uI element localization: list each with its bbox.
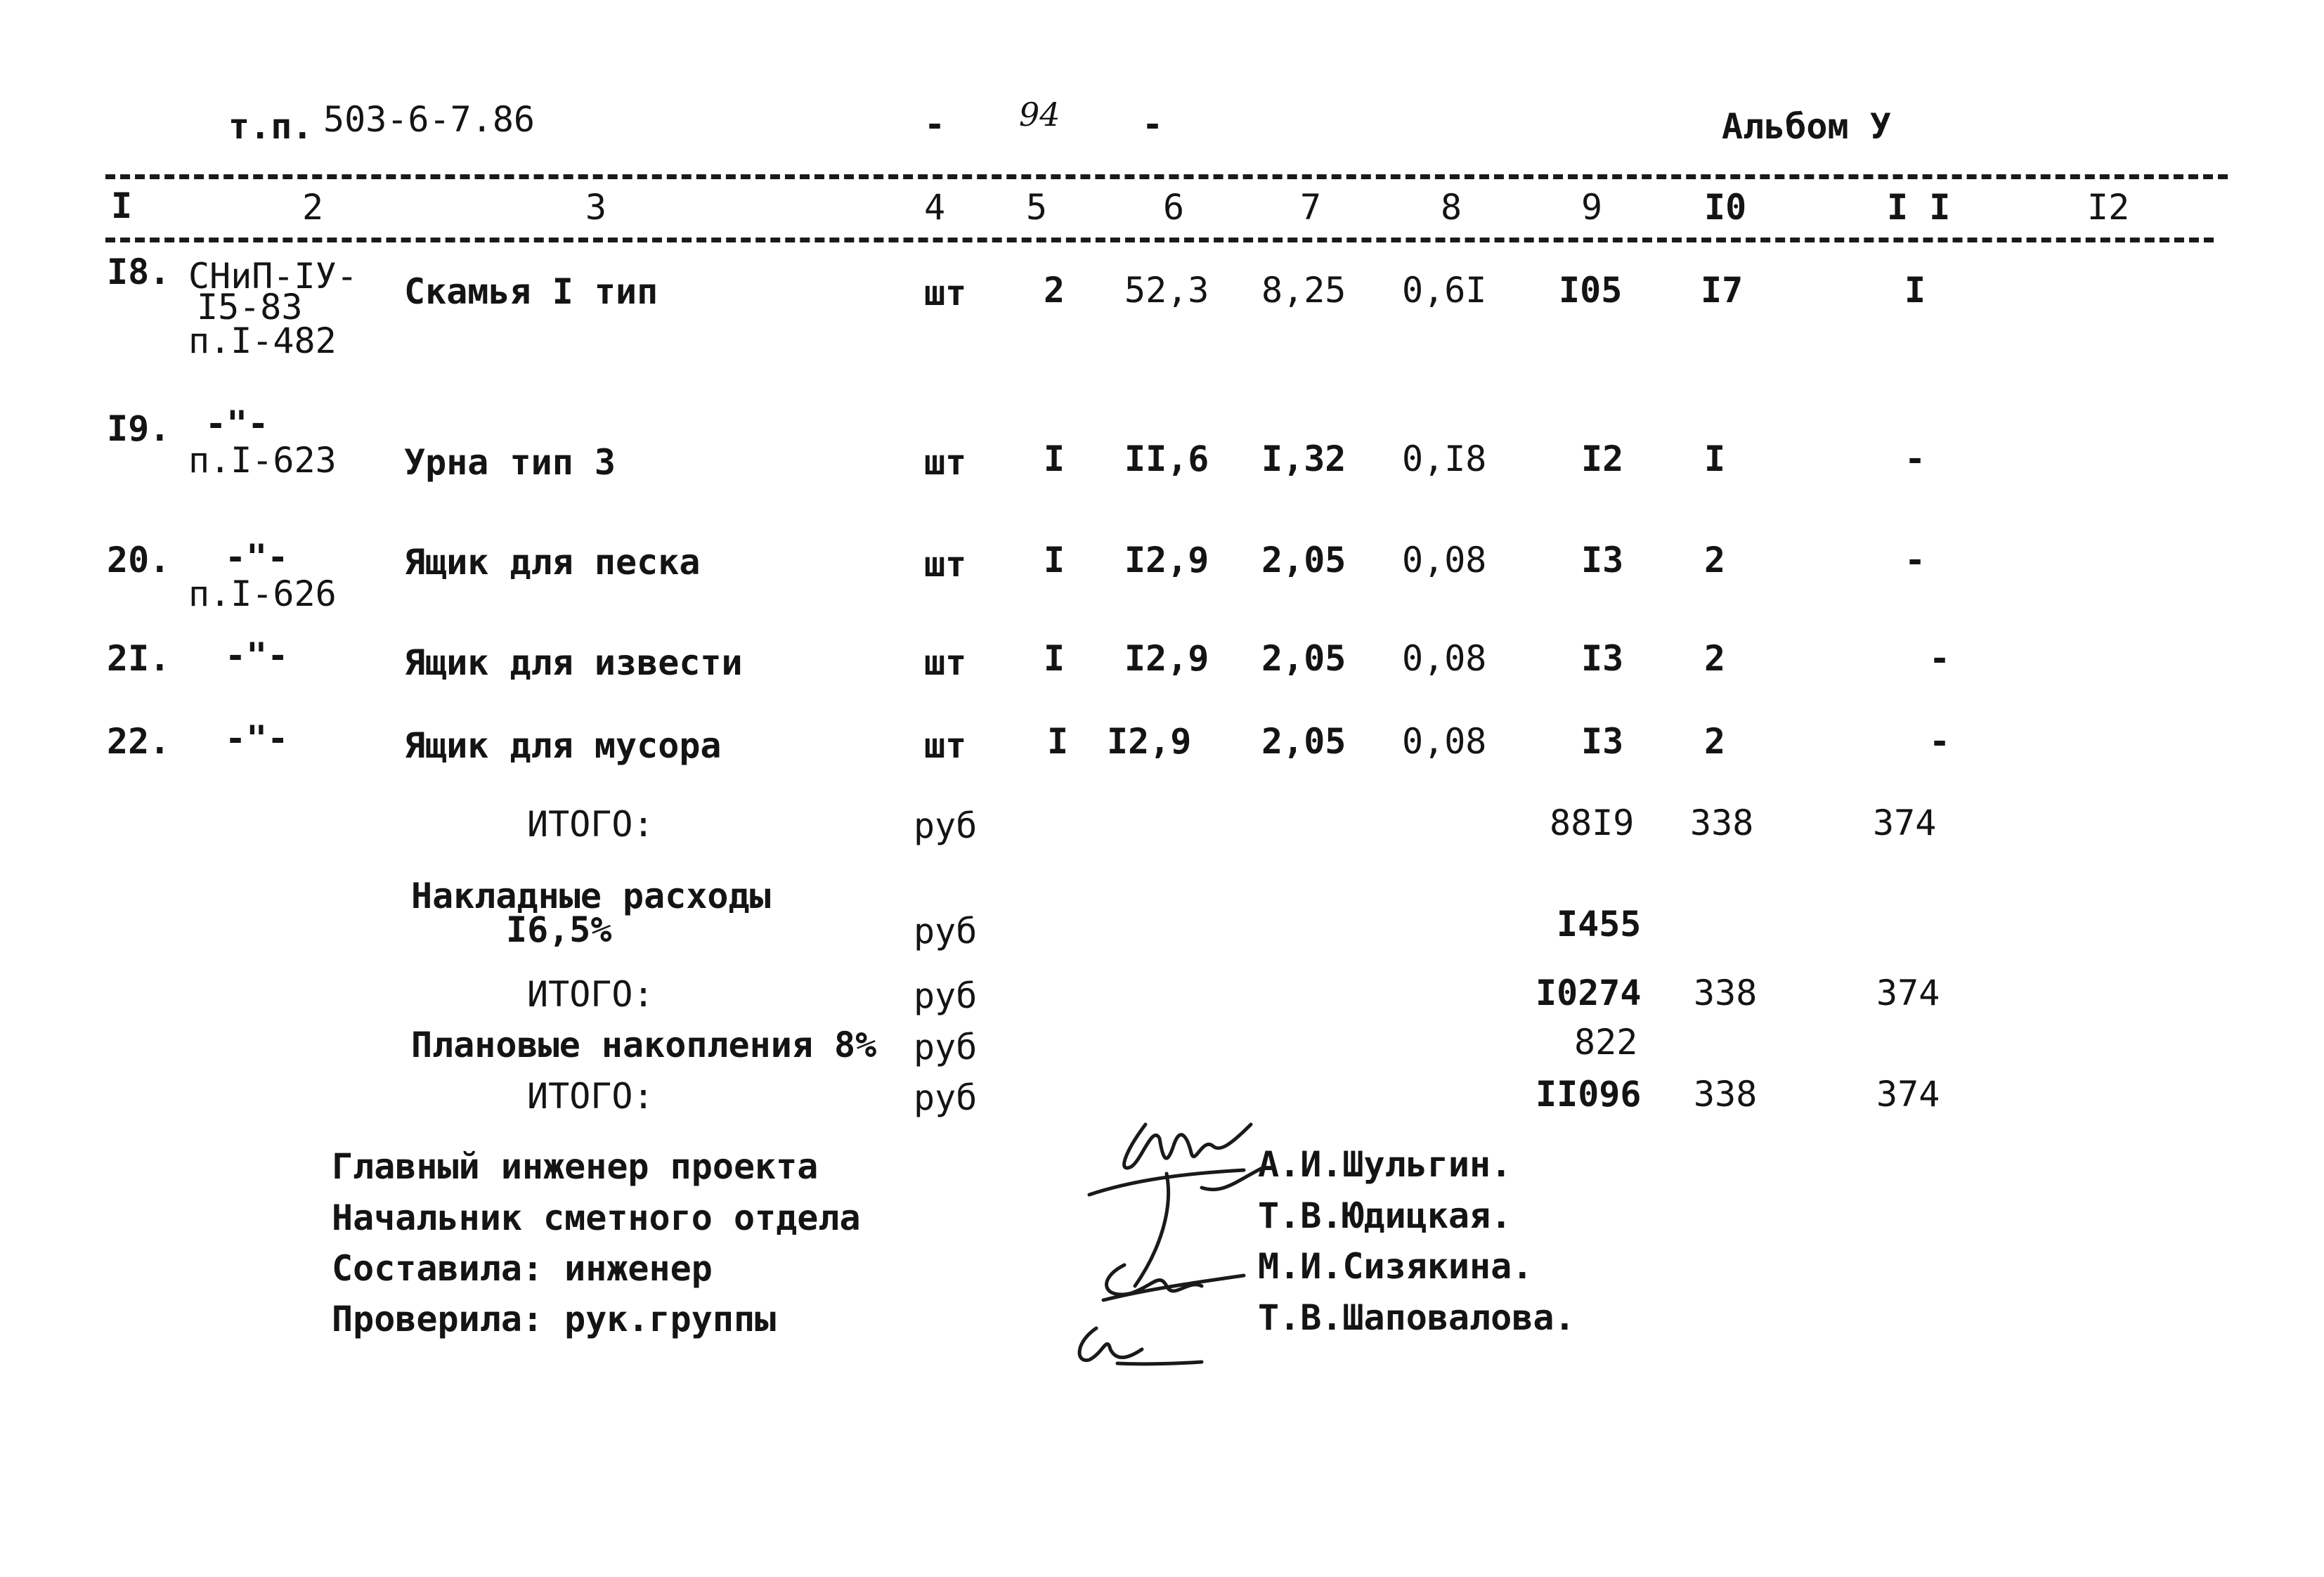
total-c11: 374 xyxy=(1876,973,1940,1013)
page-number: 94 xyxy=(1019,96,1060,134)
overhead-label: Накладные расходы xyxy=(411,876,771,916)
row-c5: I xyxy=(1044,439,1065,479)
row-c8: 0,08 xyxy=(1402,540,1487,580)
row-c9: I05 xyxy=(1559,270,1623,311)
total-unit: руб xyxy=(914,975,978,1016)
row-c5: I xyxy=(1044,638,1065,679)
col-1: I xyxy=(111,186,133,226)
total-c9: 88I9 xyxy=(1550,803,1635,843)
row-c7: 2,05 xyxy=(1261,540,1346,580)
row-c8: 0,08 xyxy=(1402,638,1487,679)
col-12: I2 xyxy=(2087,187,2130,228)
row-number: 20. xyxy=(107,540,171,580)
handwritten-signatures xyxy=(1019,1096,1286,1377)
row-c9: I3 xyxy=(1581,721,1624,762)
row-c11: - xyxy=(1929,721,1951,762)
signer-role: Главный инженер проекта xyxy=(332,1146,819,1187)
page-dash-left: - xyxy=(924,104,946,145)
signer-role: Проверила: рук.группы xyxy=(332,1299,777,1339)
col-6: 6 xyxy=(1163,187,1185,228)
row-c10: 2 xyxy=(1704,638,1726,679)
row-c5: 2 xyxy=(1044,270,1065,311)
total-label: ИТОГО: xyxy=(527,804,654,845)
row-c6: I2,9 xyxy=(1124,638,1209,679)
row-c9: I3 xyxy=(1581,638,1624,679)
row-ref: -"- xyxy=(205,403,269,444)
row-ref: п.I-623 xyxy=(188,440,337,481)
col-5: 5 xyxy=(1026,187,1048,228)
total-c10: 338 xyxy=(1694,973,1758,1013)
row-unit: шт xyxy=(924,273,967,313)
row-c7: 2,05 xyxy=(1261,721,1346,762)
rule-header-bottom xyxy=(105,238,2214,242)
col-11: I I xyxy=(1887,187,1951,228)
row-c7: 8,25 xyxy=(1261,270,1346,311)
col-7: 7 xyxy=(1300,187,1322,228)
row-c6: 52,3 xyxy=(1124,270,1209,311)
total-c10: 338 xyxy=(1694,1074,1758,1115)
row-number: 22. xyxy=(107,721,171,762)
row-ref: п.I-626 xyxy=(188,573,337,614)
row-unit: шт xyxy=(924,725,967,766)
row-ref: -"- xyxy=(225,635,289,676)
tp-number: 503-6-7.86 xyxy=(323,99,535,140)
row-ref: I5-83 xyxy=(197,287,303,327)
row-ref: -"- xyxy=(225,537,289,578)
signer-role: Начальник сметного отдела xyxy=(332,1198,861,1238)
row-c11: - xyxy=(1904,439,1926,479)
row-c5: I xyxy=(1044,540,1065,580)
col-4: 4 xyxy=(924,187,946,228)
total-label: ИТОГО: xyxy=(527,974,654,1015)
row-c6: I2,9 xyxy=(1107,721,1192,762)
row-c10: I7 xyxy=(1701,270,1744,311)
row-c8: 0,I8 xyxy=(1402,439,1487,479)
row-name: Скамья I тип xyxy=(404,271,658,312)
row-c5: I xyxy=(1047,721,1069,762)
overhead-c9: I455 xyxy=(1557,904,1642,945)
row-number: 2I. xyxy=(107,638,171,679)
total-unit: руб xyxy=(914,805,978,846)
row-c11: I xyxy=(1904,270,1926,311)
accumulation-unit: руб xyxy=(914,1027,978,1067)
row-c10: 2 xyxy=(1704,540,1726,580)
signer-name: Т.В.Юдицкая. xyxy=(1258,1195,1512,1236)
row-c11: - xyxy=(1929,638,1951,679)
accumulation-c9: 822 xyxy=(1574,1022,1638,1063)
row-c10: I xyxy=(1704,439,1726,479)
row-c6: I2,9 xyxy=(1124,540,1209,580)
total-c9: II096 xyxy=(1536,1074,1642,1115)
album-label: Альбом У xyxy=(1722,106,1891,147)
col-8: 8 xyxy=(1441,187,1462,228)
overhead-unit: руб xyxy=(914,911,978,952)
tp-label: т.п. xyxy=(228,106,313,147)
row-name: Ящик для мусора xyxy=(404,725,722,766)
col-9: 9 xyxy=(1581,187,1603,228)
signer-name: М.И.Сизякина. xyxy=(1258,1246,1533,1287)
total-c11: 374 xyxy=(1876,1074,1940,1115)
row-number: I8. xyxy=(107,252,171,292)
row-c11: - xyxy=(1904,540,1926,580)
row-ref: -"- xyxy=(225,718,289,759)
row-c8: 0,08 xyxy=(1402,721,1487,762)
accumulation-label: Плановые накопления 8% xyxy=(411,1025,877,1065)
rule-top xyxy=(105,174,2228,179)
total-label: ИТОГО: xyxy=(527,1076,654,1117)
row-number: I9. xyxy=(107,408,171,449)
row-unit: шт xyxy=(924,642,967,683)
overhead-rate: I6,5% xyxy=(506,909,612,950)
row-name: Ящик для извести xyxy=(404,642,743,683)
row-ref: п.I-482 xyxy=(188,320,337,361)
total-c11: 374 xyxy=(1873,803,1937,843)
total-c10: 338 xyxy=(1690,803,1754,843)
row-c10: 2 xyxy=(1704,721,1726,762)
row-c6: II,6 xyxy=(1124,439,1209,479)
row-name: Ящик для песка xyxy=(404,542,701,583)
signer-name: Т.В.Шаповалова. xyxy=(1258,1297,1576,1338)
signer-name: А.И.Шульгин. xyxy=(1258,1144,1512,1185)
signer-role: Составила: инженер xyxy=(332,1248,713,1289)
row-unit: шт xyxy=(924,442,967,483)
page-dash-right: - xyxy=(1142,104,1164,145)
row-unit: шт xyxy=(924,544,967,585)
row-c9: I2 xyxy=(1581,439,1624,479)
row-c7: 2,05 xyxy=(1261,638,1346,679)
total-unit: руб xyxy=(914,1077,978,1118)
row-ref: СНиП-IУ- xyxy=(188,256,358,297)
total-c9: I0274 xyxy=(1536,973,1642,1013)
col-2: 2 xyxy=(302,187,324,228)
col-10: I0 xyxy=(1704,187,1747,228)
row-c9: I3 xyxy=(1581,540,1624,580)
row-name: Урна тип 3 xyxy=(404,442,616,483)
col-3: 3 xyxy=(585,187,607,228)
row-c8: 0,6I xyxy=(1402,270,1487,311)
row-c7: I,32 xyxy=(1261,439,1346,479)
